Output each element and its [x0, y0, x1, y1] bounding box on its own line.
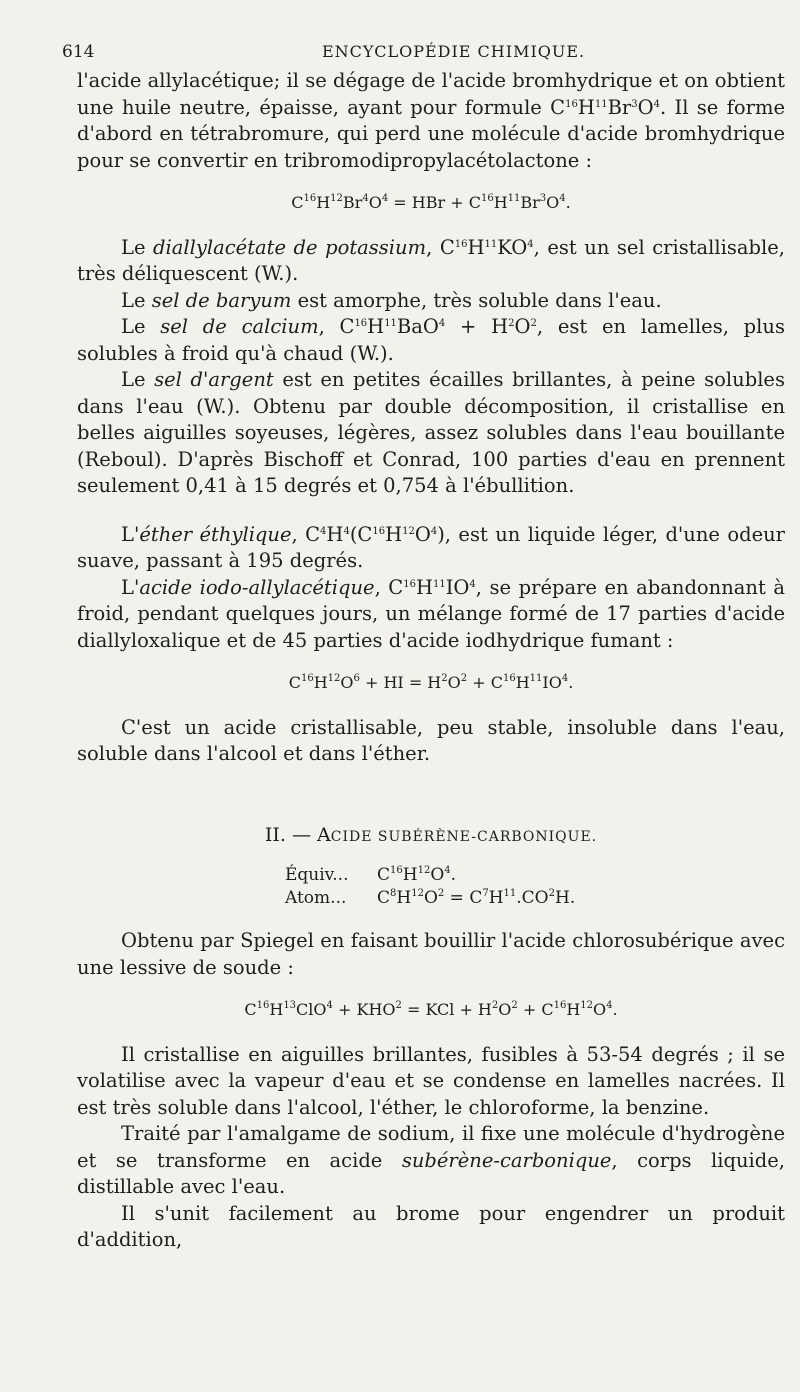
equation-tetrabromure: $C^{16}H^{12}Br^4O^4$ = HBr + $C^{16}H^{11}Br^3O^4$. — [291, 193, 571, 212]
running-title: ENCYCLOPÉDIE CHIMIQUE. — [322, 42, 586, 61]
paragraph-baryum: Le sel de baryum est amorphe, très soluble dans l'eau. — [121, 288, 662, 312]
paragraph-brome: Il s'unit facilement au brome pour engendrer un produit d'addition, — [77, 1201, 785, 1251]
page-body — [77, 68, 785, 1254]
paragraph-acide-cristallisable: C'est un acide cristallisable, peu stable, insoluble dans l'eau, soluble dans l'alcool et dans l'éther. — [77, 715, 785, 765]
paragraph-spiegel: Obtenu par Spiegel en faisant bouillir l'acide chlorosubérique avec une lessive de soude : — [77, 929, 785, 979]
paragraph-ether-ethylique: L'éther éthylique, $C^4H^4(C^{16}H^{12}O^4)$, est un liquide léger, d'une odeur suave, passant à 195 degrés. — [77, 522, 785, 572]
paragraph-amalgame: Traité par l'amalgame de sodium, il fixe une molécule d'hydrogène et se transforme en acide subérène-carbonique, corps liquide, distillable avec l'eau. — [77, 1122, 785, 1198]
equation-soude: $C^{16}H^{13}ClO^4 + KHO^2$ = KCl + $H^2O^2 + C^{16}H^{12}O^4$. — [244, 1000, 618, 1019]
formula-atom: Atom... $C^8H^{12}O^2 = C^7H^{11}.CO^2H$. — [285, 888, 576, 908]
paragraph-argent: Le sel d'argent est en petites écailles brillantes, à peine solubles dans l'eau (W.). Obtenu par double décomposition, il cristallise en belles aiguilles soyeuses, légères, assez solubles dans l'eau bouillante (Reboul). D'après Bischoff et Conrad, 100 parties d'eau en prennent seulement 0,41 à 15 degrés et 0,754 à l'ébullition. — [77, 368, 785, 497]
paragraph-cristallise: Il cristallise en aiguilles brillantes, fusibles à 53-54 degrés ; il se volatilise avec la vapeur d'eau et se condense en lamelles nacrées. Il est très soluble dans l'alcool, l'éther, le chloroforme, la benzine. — [77, 1042, 785, 1119]
page-header — [62, 42, 760, 68]
paragraph-acide-iodo-allylacetique: L'acide iodo-allylacétique, $C^{16}H^{11}IO^4$, se prépare en abandonnant à froid, pendant quelques jours, un mélange formé de 17 parties d'acide diallyloxalique et de 45 parties d'acide iodhydrique fumant : — [77, 575, 785, 652]
equation-iodhydrique: $C^{16}H^{12}O^6$ + HI = $H^2O^2 + C^{16}H^{11}IO^4$. — [288, 673, 574, 692]
paragraph-continuation: l'acide allylacétique; il se dégage de l'acide bromhydrique et on obtient une huile neutre, épaisse, ayant pour formule $C^{16}H^{11}Br^3O^4$. Il se forme d'abord en tétrabromure, qui perd une molécule d'acide bromhydrique pour se convertir en tribromodipropylacétolactone : — [77, 69, 785, 172]
page-number: 614 — [62, 42, 95, 62]
paragraph-calcium: Le sel de calcium, $C^{16}H^{11}BaO^4 + H^2O^2$, est en lamelles, plus solubles à froid qu'à chaud (W.). — [77, 315, 785, 365]
formula-block — [285, 864, 785, 910]
formula-equiv: Équiv... $C^{16}H^{12}O^4$. — [285, 865, 457, 885]
section-heading: II. — ACIDE SUBÉRÈNE-CARBONIQUE. — [264, 823, 598, 846]
paragraph-potassium: Le diallylacétate de potassium, $C^{16}H^{11}KO^4$, est un sel cristallisable, très déliquescent (W.). — [77, 235, 785, 285]
